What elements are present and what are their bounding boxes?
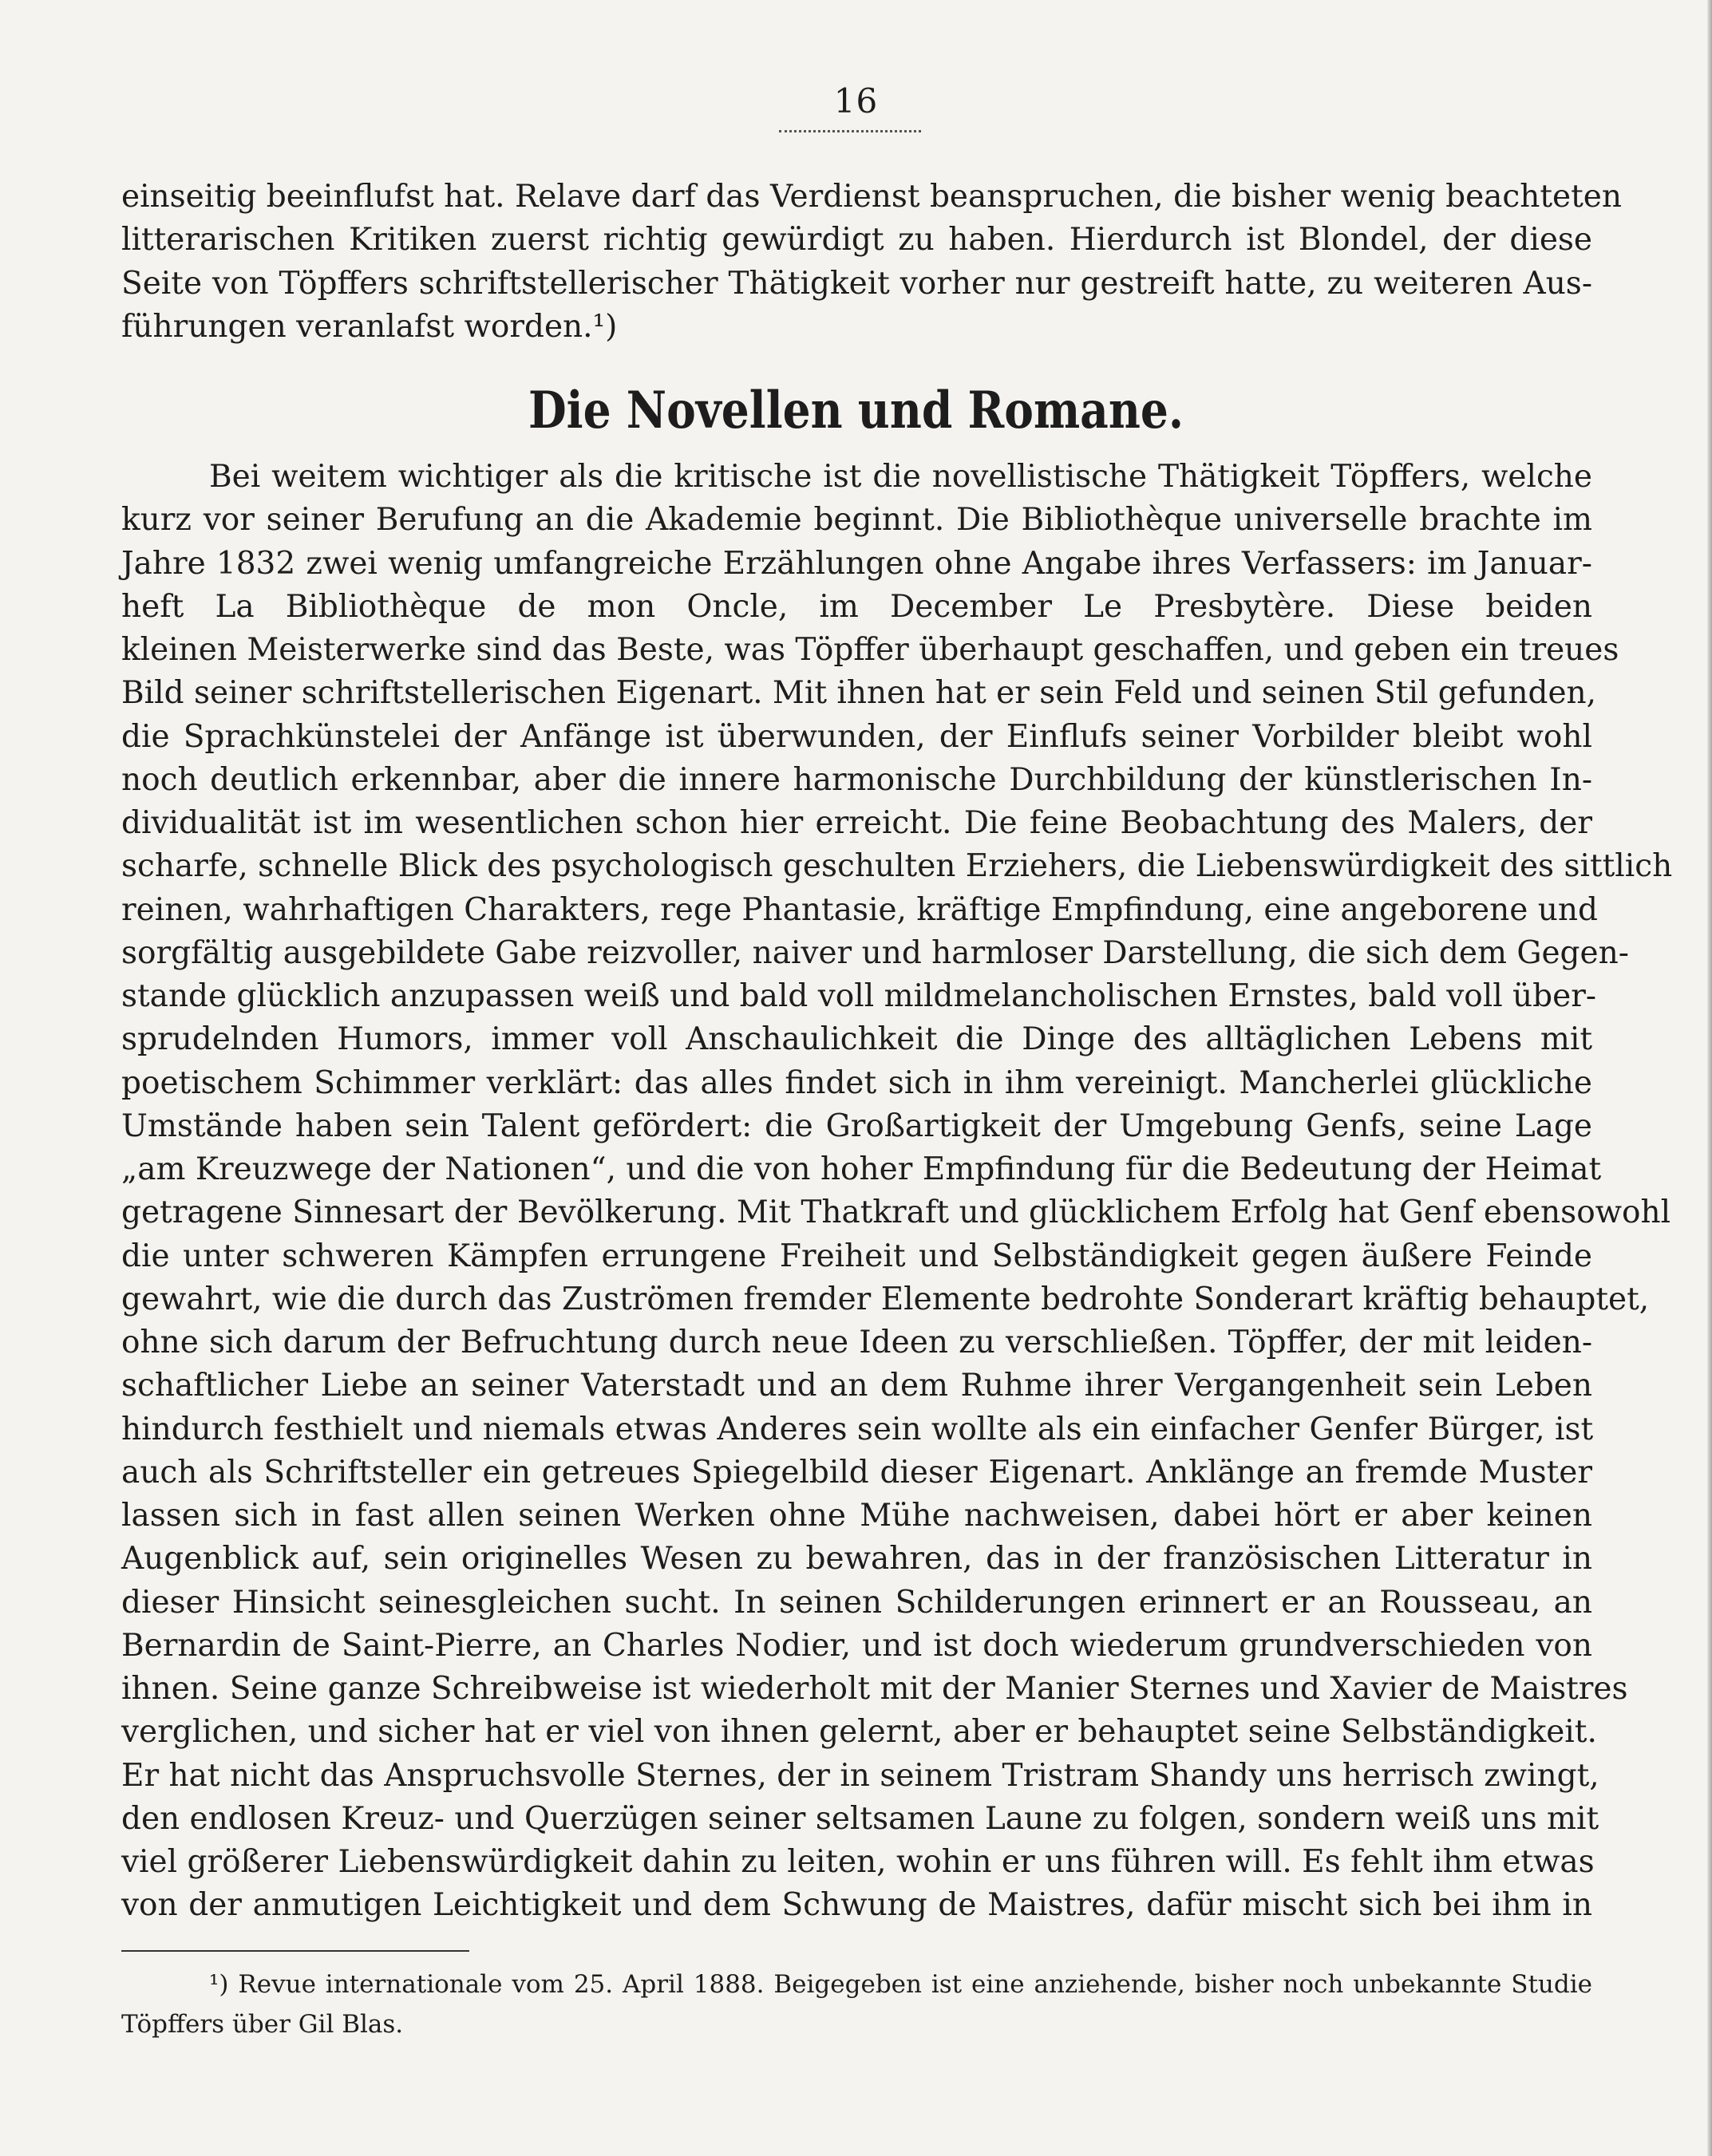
text-line: auch als Schriftsteller ein getreues Spiegelbild dieser Eigenart. Anklänge an fremde Muster: [121, 1454, 1592, 1491]
text-line: Jahre 1832 zwei wenig umfangreiche Erzählungen ohne Angabe ihres Verfassers: im Januar-: [121, 545, 1592, 582]
text-line: gewahrt, wie die durch das Zuströmen fremder Elemente bedrohte Sonderart kräftig behauptet,: [121, 1281, 1650, 1317]
text-line: noch deutlich erkennbar, aber die innere harmonische Durchbildung der künstlerischen In-: [121, 761, 1592, 798]
text-line: ohne sich darum der Befruchtung durch neue Ideen zu verschließen. Töpffer, der mit leiden-: [121, 1325, 1592, 1360]
text-line: die unter schweren Kämpfen errungene Freiheit und Selbständigkeit gegen äußere Feinde: [121, 1238, 1592, 1274]
text-line: ihnen. Seine ganze Schreibweise ist wiederholt mit der Manier Sternes und Xavier de Maistres: [121, 1671, 1628, 1707]
text-line: kurz vor seiner Berufung an die Akademie beginnt. Die Bibliothèque universelle brachte im: [121, 502, 1592, 539]
text-line: dieser Hinsicht seinesgleichen sucht. In seinen Schilderungen erinnert er an Rousseau, an: [121, 1584, 1592, 1621]
text-line: Bernardin de Saint-Pierre, an Charles Nodier, und ist doch wiederum grundverschieden von: [121, 1627, 1592, 1664]
text-line: die Sprachkünstelei der Anfänge ist überwunden, der Einflufs seiner Vorbilder bleibt wohl: [121, 718, 1592, 755]
text-line: führungen veranlafst worden.¹): [121, 308, 618, 345]
text-line: stande glücklich anzupassen weiß und bald voll mildmelancholischen Ernstes, bald voll über-: [121, 978, 1597, 1014]
paragraph-intro: [121, 176, 1622, 349]
text-line: verglichen, und sicher hat er viel von ihnen gelernt, aber er behauptet seine Selbständigkeit.: [121, 1714, 1597, 1751]
text-line: scharfe, schnelle Blick des psychologisch geschulten Erziehers, die Liebenswürdigkeit des sittlich: [121, 848, 1673, 885]
text-line: Augenblick auf, sein originelles Wesen zu bewahren, das in der französischen Litteratur in: [121, 1541, 1592, 1578]
text-line: hindurch festhielt und niemals etwas Anderes sein wollte als ein einfacher Genfer Bürger, ist: [121, 1411, 1594, 1447]
text-line: kleinen Meisterwerke sind das Beste, was Töpffer überhaupt geschaffen, und geben ein treues: [121, 632, 1619, 668]
paragraph-main: [121, 456, 1673, 1928]
footnotes: [121, 1964, 1592, 2044]
text-line: sorgfältig ausgebildete Gabe reizvoller, naiver und harmloser Darstellung, die sich dem Gegen-: [121, 934, 1629, 971]
text-line: Umstände haben sein Talent gefördert: die Großartigkeit der Umgebung Genfs, seine Lage: [121, 1108, 1592, 1144]
text-line: dividualität ist im wesentlichen schon hier erreicht. Die feine Beobachtung des Malers, der: [121, 805, 1592, 841]
text-line: getragene Sinnesart der Bevölkerung. Mit Thatkraft und glücklichem Erfolg hat Genf ebensowohl: [121, 1194, 1671, 1231]
text-line: „am Kreuzwege der Nationen“, und die von hoher Empfindung für die Bedeutung der Heimat: [121, 1151, 1602, 1187]
footnote-line: Töpffers über Gil Blas.: [121, 2010, 404, 2039]
text-line: viel größerer Liebenswürdigkeit dahin zu leiten, wohin er uns führen will. Es fehlt ihm etwas: [121, 1844, 1595, 1880]
page-number: 16: [833, 81, 879, 120]
text-line: den endlosen Kreuz- und Querzügen seiner seltsamen Laune zu folgen, sondern weiß uns mit: [121, 1800, 1599, 1837]
section-heading: Die Novellen und Romane.: [528, 381, 1184, 440]
text-line: lassen sich in fast allen seinen Werken ohne Mühe nachweisen, dabei hört er aber keinen: [121, 1498, 1592, 1534]
footnote-text: ¹) Revue internationale vom 25. April 1888. Beigegeben ist eine anziehende, bisher noch unbekannte Studie: [209, 1970, 1592, 1999]
page-edge-shadow: [1707, 0, 1712, 2156]
text-line: Seite von Töpffers schriftstellerischer Thätigkeit vorher nur gestreift hatte, zu weiteren Aus-: [121, 265, 1592, 302]
text-line: Bild seiner schriftstellerischen Eigenart. Mit ihnen hat er sein Feld und seinen Stil gefunden,: [121, 675, 1597, 712]
text-line: Er hat nicht das Anspruchsvolle Sternes, der in seinem Tristram Shandy uns herrisch zwingt,: [121, 1757, 1599, 1794]
text-line: litterarischen Kritiken zuerst richtig gewürdigt zu haben. Hierdurch ist Blondel, der diese: [121, 222, 1592, 259]
footnote-separator: [121, 1950, 469, 1952]
page-number-ornament: [779, 130, 921, 132]
text-line: reinen, wahrhaftigen Charakters, rege Phantasie, kräftige Empfindung, eine angeborene und: [121, 891, 1598, 928]
text-line: von der anmutigen Leichtigkeit und dem Schwung de Maistres, dafür mischt sich bei ihm in: [121, 1887, 1592, 1924]
text-line: Bei weitem wichtiger als die kritische ist die novellistische Thätigkeit Töpffers, welche: [209, 459, 1592, 495]
text-line: einseitig beeinflufst hat. Relave darf das Verdienst beanspruchen, die bisher wenig beachteten: [121, 179, 1622, 215]
text-line: sprudelnden Humors, immer voll Anschaulichkeit die Dinge des alltäglichen Lebens mit: [121, 1021, 1592, 1058]
text-line: schaftlicher Liebe an seiner Vaterstadt und an dem Ruhme ihrer Vergangenheit sein Leben: [121, 1368, 1592, 1404]
page-number-container: [0, 81, 1712, 120]
text-line: heft La Bibliothèque de mon Oncle, im December Le Presbytère. Diese beiden: [121, 588, 1592, 625]
text-line: poetischem Schimmer verklärt: das alles findet sich in ihm vereinigt. Mancherlei glückliche: [121, 1064, 1592, 1101]
footnote-line: [121, 1964, 1592, 2004]
